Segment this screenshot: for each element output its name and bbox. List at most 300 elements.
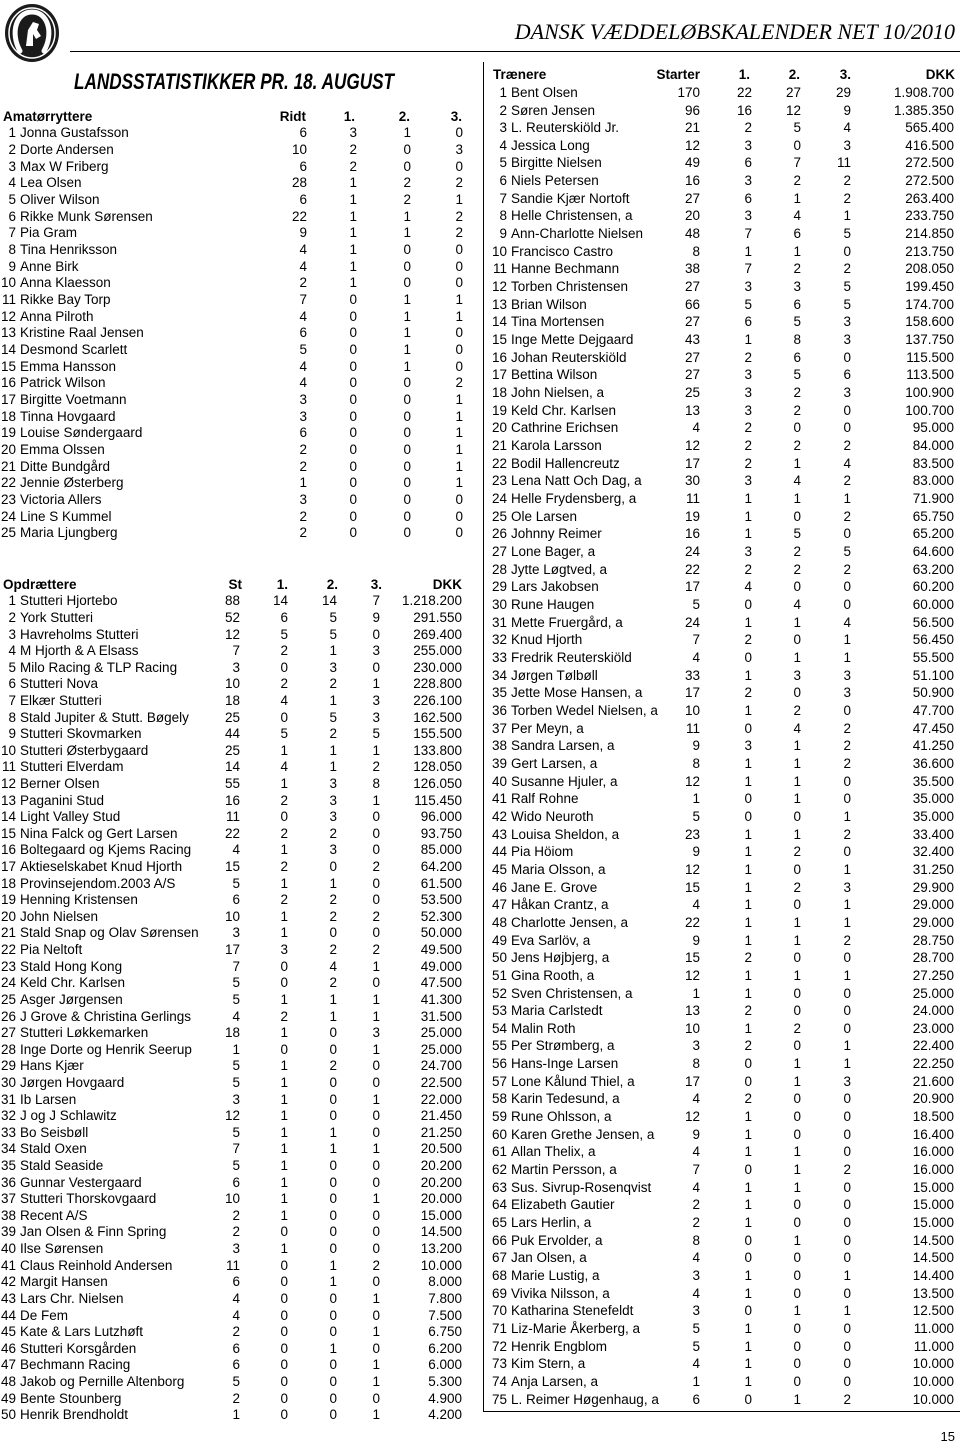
- name: J Grove & Christina Gerlings: [20, 1008, 192, 1024]
- starts: 10: [684, 1020, 700, 1036]
- rank: 20: [0, 442, 16, 458]
- name: Lone Bager, a: [511, 544, 596, 559]
- name: Ole Larsen: [511, 508, 578, 524]
- first-places: 1: [744, 914, 752, 930]
- rank: 47: [0, 1357, 16, 1373]
- first-places: 1: [280, 925, 288, 941]
- second-places: 1: [793, 773, 801, 789]
- first-places: 1: [280, 1191, 288, 1207]
- first-places: 0: [744, 1232, 752, 1248]
- third-places: 0: [843, 1215, 851, 1231]
- third-places: 1: [372, 1357, 380, 1373]
- rides: 2: [299, 508, 307, 524]
- second-places: 1: [793, 243, 801, 259]
- third-places: 0: [455, 158, 463, 174]
- rank: 27: [491, 544, 507, 559]
- second-places: 1: [793, 1056, 801, 1072]
- second-places: 5: [793, 120, 801, 136]
- table-row: [0, 225, 960, 243]
- column-header-prize-money: DKK: [925, 67, 955, 83]
- third-places: 2: [843, 826, 851, 842]
- rides: 4: [299, 258, 307, 274]
- prize-money: 6.000: [428, 1357, 462, 1373]
- third-places: 0: [372, 825, 380, 841]
- name: Bettina Wilson: [511, 367, 598, 383]
- second-places: 4: [793, 208, 801, 224]
- rank: 56: [491, 1056, 507, 1072]
- prize-money: 23.000: [912, 1020, 954, 1036]
- rides: 6: [299, 158, 307, 174]
- second-places: 0: [793, 897, 801, 913]
- first-places: 3: [744, 279, 752, 295]
- column-header-first-places: 1.: [738, 67, 750, 83]
- column-header-third-places: 3.: [839, 67, 851, 83]
- second-places: 0: [329, 1390, 337, 1406]
- table-row: [0, 614, 960, 632]
- prize-money: 47.500: [420, 975, 462, 991]
- second-places: 1: [793, 791, 801, 807]
- rank: 48: [491, 914, 507, 930]
- column-header-third-places: 3.: [370, 576, 382, 592]
- starts: 7: [232, 1141, 240, 1157]
- starts: 6: [232, 1357, 240, 1373]
- second-places: 0: [403, 142, 411, 158]
- second-places: 0: [793, 1374, 801, 1390]
- rank: 36: [0, 1174, 16, 1190]
- rank: 29: [491, 579, 507, 595]
- name: Jan Olsen & Finn Spring: [20, 1224, 167, 1240]
- rank: 22: [0, 942, 16, 958]
- name: Anja Larsen, a: [511, 1374, 599, 1390]
- starts: 17: [684, 455, 700, 471]
- first-places: 1: [349, 192, 357, 208]
- rank: 57: [491, 1073, 507, 1089]
- second-places: 0: [329, 1091, 337, 1107]
- table-row: [0, 1161, 960, 1179]
- table-row: [0, 914, 960, 932]
- first-places: 1: [744, 861, 752, 877]
- first-places: 1: [744, 879, 752, 895]
- starts: 27: [684, 349, 700, 365]
- name: Jørgen Hovgaard: [20, 1074, 125, 1090]
- name: Per Strømberg, a: [511, 1038, 615, 1054]
- third-places: 0: [843, 1374, 851, 1390]
- name: Berner Olsen: [20, 776, 100, 791]
- prize-money: 96.000: [420, 809, 462, 825]
- second-places: 0: [403, 392, 411, 408]
- name: Ann-Charlotte Nielsen: [511, 226, 644, 242]
- third-places: 4: [843, 455, 851, 471]
- prize-money: 269.400: [413, 626, 462, 642]
- second-places: 0: [403, 408, 411, 424]
- starts: 49: [684, 155, 700, 171]
- first-places: 1: [280, 1158, 288, 1174]
- rank: 46: [491, 879, 507, 895]
- rank: 43: [0, 1290, 16, 1306]
- third-places: 1: [372, 742, 380, 758]
- first-places: 1: [744, 932, 752, 948]
- first-places: 1: [280, 1207, 288, 1223]
- prize-money: 29.000: [912, 897, 954, 913]
- rank: 42: [491, 808, 507, 824]
- second-places: 1: [403, 358, 411, 374]
- table-row: [0, 808, 960, 826]
- rank: 28: [0, 1041, 16, 1057]
- third-places: 1: [455, 442, 463, 458]
- rank: 52: [491, 985, 507, 1001]
- second-places: 1: [793, 649, 801, 665]
- second-places: 1: [793, 967, 801, 983]
- third-places: 0: [843, 579, 851, 595]
- table-row: [0, 967, 960, 985]
- name: Stald Snap og Olav Sørensen: [20, 925, 199, 941]
- rank: 33: [0, 1124, 16, 1140]
- prize-money: 25.000: [420, 1041, 462, 1057]
- rank: 15: [0, 825, 16, 841]
- name: Ditte Bundgård: [20, 458, 111, 474]
- starts: 12: [684, 137, 700, 153]
- rank: 4: [8, 643, 16, 659]
- prize-money: 60.000: [912, 596, 954, 612]
- second-places: 0: [793, 1250, 801, 1266]
- name: Kim Stern, a: [511, 1356, 586, 1372]
- rank: 39: [0, 1224, 16, 1240]
- first-places: 1: [349, 225, 357, 241]
- rank: 4: [8, 175, 16, 191]
- second-places: 1: [793, 491, 801, 507]
- first-places: 1: [744, 967, 752, 983]
- starts: 8: [692, 1232, 700, 1248]
- first-places: 0: [349, 425, 357, 441]
- prize-money: 84.000: [912, 438, 954, 454]
- first-places: 1: [744, 1374, 752, 1390]
- prize-money: 13.500: [912, 1285, 954, 1301]
- first-places: 6: [280, 609, 288, 625]
- starts: 1: [692, 791, 700, 807]
- second-places: 0: [793, 137, 801, 153]
- second-places: 1: [793, 190, 801, 206]
- first-places: 3: [744, 137, 752, 153]
- rank: 17: [0, 859, 16, 875]
- third-places: 2: [372, 942, 380, 958]
- third-places: 9: [843, 102, 851, 118]
- first-places: 0: [349, 358, 357, 374]
- starts: 18: [224, 1025, 240, 1041]
- rides: 2: [299, 525, 307, 541]
- second-places: 2: [793, 261, 801, 277]
- rank: 12: [491, 279, 507, 295]
- starts: 48: [684, 226, 700, 242]
- starts: 12: [684, 967, 700, 983]
- prize-money: 228.800: [413, 676, 462, 692]
- table-row: [0, 525, 960, 543]
- third-places: 0: [843, 1197, 851, 1213]
- prize-money: 22.400: [912, 1038, 954, 1054]
- column-header-second-places: 2.: [788, 67, 800, 83]
- name: L. Reimer Høgenhaug, a: [511, 1391, 659, 1407]
- table-row: [0, 1073, 960, 1091]
- second-places: 0: [793, 1215, 801, 1231]
- table-row: [0, 1090, 960, 1108]
- rank: 19: [491, 402, 507, 418]
- prize-money: 28.750: [912, 932, 954, 948]
- prize-money: 10.000: [912, 1374, 954, 1390]
- prize-money: 22.250: [912, 1056, 954, 1072]
- prize-money: 4.900: [428, 1390, 462, 1406]
- third-places: 2: [843, 720, 851, 736]
- starts: 11: [225, 809, 240, 825]
- name: Søren Jensen: [511, 102, 596, 118]
- first-places: 1: [280, 1074, 288, 1090]
- column-header-rides: Ridt: [279, 108, 306, 124]
- first-places: 5: [744, 296, 752, 312]
- second-places: 0: [793, 1091, 801, 1107]
- starts: 9: [692, 738, 700, 754]
- third-places: 1: [455, 292, 463, 308]
- starts: 6: [232, 892, 240, 908]
- name: Sus. Sivrup-Rosenqvist: [511, 1179, 652, 1195]
- prize-money: 565.400: [905, 120, 954, 136]
- third-places: 0: [843, 844, 851, 860]
- prize-money: 85.000: [420, 842, 462, 858]
- name: Stald Oxen: [20, 1141, 87, 1157]
- second-places: 0: [329, 859, 337, 875]
- rank: 46: [0, 1340, 16, 1356]
- section-title: Opdrættere: [3, 576, 77, 592]
- rank: 17: [491, 367, 507, 383]
- name: Birgitte Voetmann: [20, 392, 127, 408]
- table-row: [0, 419, 960, 437]
- name: Johan Reuterskiöld: [511, 349, 627, 365]
- rank: 64: [491, 1197, 507, 1213]
- starts: 15: [684, 950, 700, 966]
- starts: 5: [232, 1124, 240, 1140]
- rides: 4: [299, 308, 307, 324]
- second-places: 2: [329, 726, 337, 742]
- prize-money: 83.000: [912, 473, 954, 489]
- second-places: 2: [329, 676, 337, 692]
- rank: 26: [491, 526, 507, 542]
- starts: 6: [232, 1340, 240, 1356]
- first-places: 0: [280, 1041, 288, 1057]
- rank: 18: [0, 875, 16, 891]
- third-places: 0: [843, 596, 851, 612]
- third-places: 0: [372, 1108, 380, 1124]
- rank: 30: [0, 1074, 16, 1090]
- name: J og J Schlawitz: [20, 1108, 117, 1124]
- table-row: [0, 278, 960, 296]
- name: Aktieselskabet Knud Hjorth: [20, 859, 183, 875]
- third-places: 2: [455, 375, 463, 391]
- prize-money: 55.500: [912, 649, 954, 665]
- name: Jette Mose Hansen, a: [511, 685, 643, 701]
- starts: 23: [684, 826, 700, 842]
- name: John Nielsen: [20, 908, 99, 924]
- table-row: [0, 119, 960, 137]
- third-places: 0: [455, 508, 463, 524]
- first-places: 1: [349, 208, 357, 224]
- starts: 17: [684, 1073, 700, 1089]
- third-places: 2: [843, 932, 851, 948]
- rank: 45: [491, 861, 507, 877]
- first-places: 0: [280, 1357, 288, 1373]
- name: Jan Olsen, a: [511, 1250, 587, 1266]
- rank: 33: [491, 649, 507, 665]
- name: M Hjorth & A Elsass: [20, 643, 139, 659]
- third-places: 4: [843, 120, 851, 136]
- third-places: 2: [372, 1257, 380, 1273]
- first-places: 1: [744, 1356, 752, 1372]
- first-places: 0: [280, 1324, 288, 1340]
- third-places: 0: [455, 342, 463, 358]
- starts: 1: [692, 1374, 700, 1390]
- table-row: [0, 1285, 960, 1303]
- second-places: 1: [793, 738, 801, 754]
- prize-money: 416.500: [905, 137, 954, 153]
- rank: 9: [8, 726, 16, 742]
- third-places: 0: [372, 1158, 380, 1174]
- first-places: 0: [349, 392, 357, 408]
- rank: 9: [499, 226, 507, 242]
- name: Asger Jørgensen: [20, 991, 123, 1007]
- table-row: [0, 1055, 960, 1073]
- third-places: 0: [843, 243, 851, 259]
- starts: 170: [677, 84, 700, 100]
- third-places: 1: [372, 1008, 380, 1024]
- starts: 5: [232, 1074, 240, 1090]
- first-places: 0: [280, 975, 288, 991]
- starts: 9: [692, 932, 700, 948]
- second-places: 1: [793, 614, 801, 630]
- third-places: 1: [455, 408, 463, 424]
- name: Sandra Larsen, a: [511, 738, 615, 754]
- table-row: [0, 879, 960, 897]
- second-places: 1: [793, 1391, 801, 1407]
- first-places: 0: [349, 342, 357, 358]
- prize-money: 158.600: [905, 314, 954, 330]
- starts: 3: [692, 1303, 700, 1319]
- first-places: 0: [349, 375, 357, 391]
- starts: 11: [685, 720, 700, 736]
- prize-money: 226.100: [413, 692, 462, 708]
- second-places: 6: [793, 296, 801, 312]
- name: Puk Ervolder, a: [511, 1232, 603, 1248]
- name: Tina Mortensen: [511, 314, 605, 330]
- name: Gert Larsen, a: [511, 755, 598, 771]
- starts: 24: [684, 544, 700, 559]
- third-places: 0: [455, 525, 463, 541]
- first-places: 1: [280, 908, 288, 924]
- second-places: 2: [329, 892, 337, 908]
- third-places: 1: [372, 1041, 380, 1057]
- third-places: 1: [843, 808, 851, 824]
- name: Vivika Nilsson, a: [511, 1285, 610, 1301]
- first-places: 0: [744, 1303, 752, 1319]
- name: Lone Kålund Thiel, a: [511, 1073, 635, 1089]
- second-places: 2: [329, 908, 337, 924]
- name: Louisa Sheldon, a: [511, 826, 620, 842]
- rank: 24: [491, 491, 507, 507]
- rank: 50: [491, 950, 507, 966]
- first-places: 1: [349, 258, 357, 274]
- prize-money: 33.400: [912, 826, 954, 842]
- third-places: 5: [843, 226, 851, 242]
- rank: 26: [0, 1008, 16, 1024]
- second-places: 1: [329, 1274, 337, 1290]
- third-places: 0: [843, 702, 851, 718]
- prize-money: 16.400: [912, 1126, 954, 1142]
- third-places: 0: [372, 1274, 380, 1290]
- starts: 27: [684, 314, 700, 330]
- second-places: 1: [329, 1257, 337, 1273]
- prize-money: 47.700: [912, 702, 954, 718]
- third-places: 1: [372, 991, 380, 1007]
- second-places: 1: [793, 1162, 801, 1178]
- name: Helle Frydensberg, a: [511, 491, 637, 507]
- rank: 62: [491, 1162, 507, 1178]
- page-number: 15: [940, 1429, 955, 1444]
- first-places: 2: [744, 1038, 752, 1054]
- starts: 2: [232, 1324, 240, 1340]
- starts: 2: [232, 1224, 240, 1240]
- second-places: 0: [329, 1307, 337, 1323]
- first-places: 1: [744, 844, 752, 860]
- second-places: 2: [793, 561, 801, 577]
- rank: 25: [0, 991, 16, 1007]
- prize-money: 50.900: [912, 685, 954, 701]
- third-places: 3: [843, 314, 851, 330]
- first-places: 0: [349, 475, 357, 491]
- prize-money: 5.300: [428, 1373, 462, 1389]
- second-places: 1: [329, 875, 337, 891]
- rank: 13: [491, 296, 507, 312]
- starts: 33: [684, 667, 700, 683]
- table-row: [0, 1037, 960, 1055]
- prize-money: 20.000: [420, 1191, 462, 1207]
- first-places: 1: [744, 526, 752, 542]
- header-rule: [70, 51, 960, 52]
- first-places: 1: [349, 275, 357, 291]
- prize-money: 36.600: [912, 755, 954, 771]
- rank: 34: [0, 1141, 16, 1157]
- third-places: 0: [372, 626, 380, 642]
- starts: 27: [684, 190, 700, 206]
- name: Provinsejendom.2003 A/S: [20, 875, 176, 891]
- starts: 9: [692, 1126, 700, 1142]
- name: Elkær Stutteri: [20, 692, 102, 708]
- prize-money: 64.200: [420, 859, 462, 875]
- second-places: 12: [785, 102, 801, 118]
- rank: 30: [491, 596, 507, 612]
- prize-money: 63.200: [912, 561, 954, 577]
- page-title: LANDSSTATISTIKKER PR. 18. AUGUST: [74, 69, 395, 94]
- prize-money: 21.250: [420, 1124, 462, 1140]
- first-places: 0: [280, 1373, 288, 1389]
- third-places: 0: [455, 492, 463, 508]
- second-places: 0: [793, 1003, 801, 1019]
- starts: 5: [232, 875, 240, 891]
- rank: 14: [0, 342, 16, 358]
- table-row: [0, 1391, 960, 1409]
- first-places: 2: [744, 1003, 752, 1019]
- first-places: 0: [744, 1250, 752, 1266]
- third-places: 1: [843, 861, 851, 877]
- starts: 3: [232, 1091, 240, 1107]
- prize-money: 56.500: [912, 614, 954, 630]
- third-places: 5: [843, 296, 851, 312]
- second-places: 2: [793, 544, 801, 559]
- second-places: 0: [793, 808, 801, 824]
